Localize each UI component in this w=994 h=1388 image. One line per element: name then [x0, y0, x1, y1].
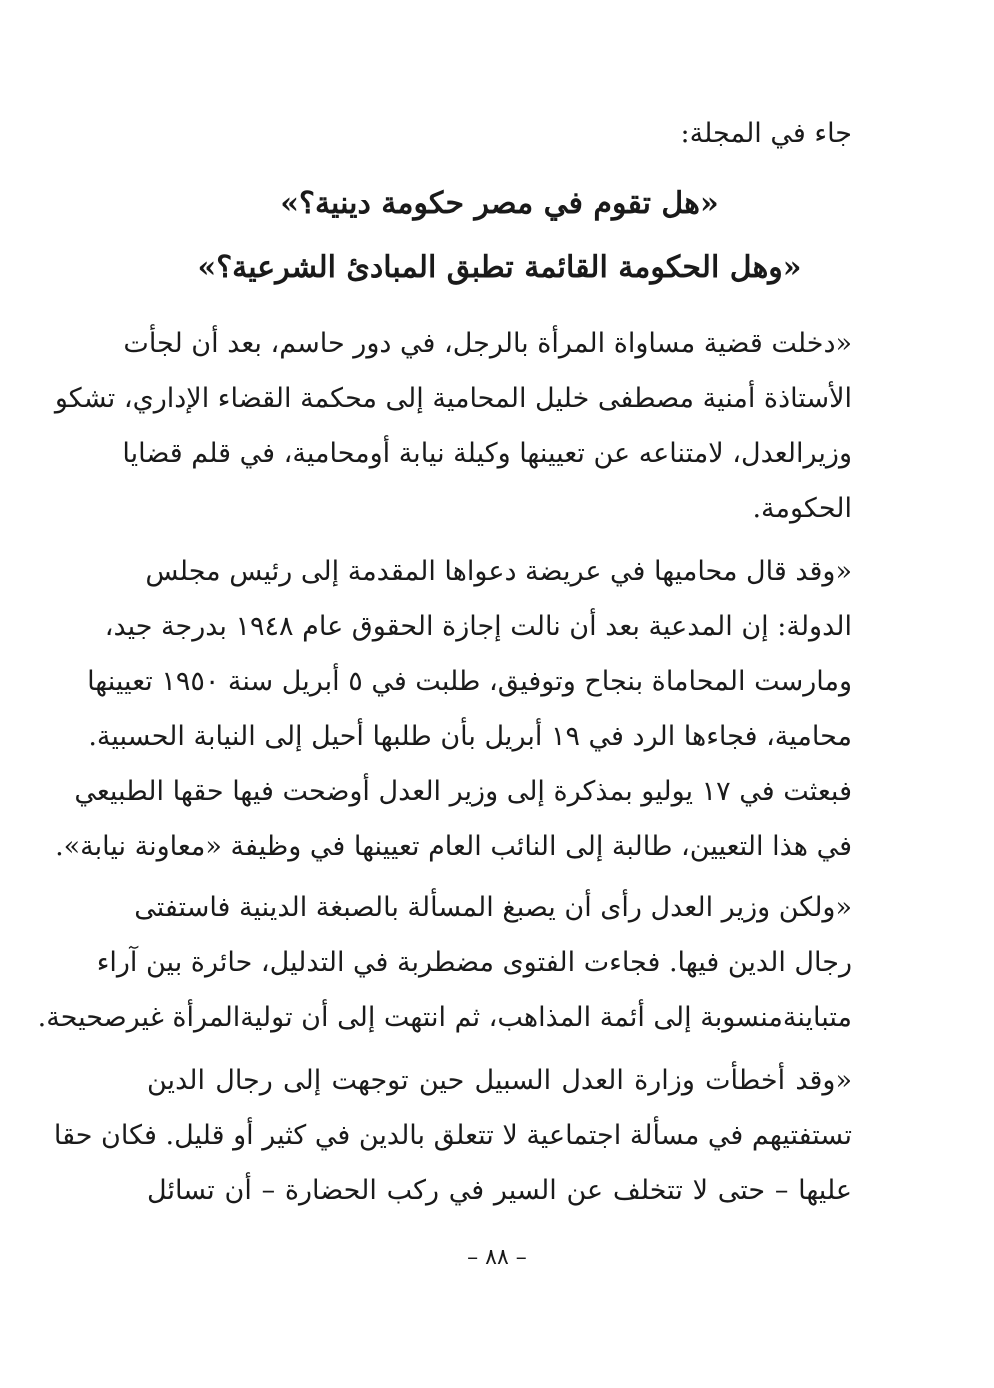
- intro-line: جاء في المجلة:: [680, 118, 852, 149]
- paragraph-3-line-3: متباينةمنسوبة إلى أئمة المذاهب، ثم انتهت إلى أن توليةالمرأة غيرصحيحة.: [37, 1002, 852, 1033]
- paragraph-2-line-5: فبعثت في ١٧ يوليو بمذكرة إلى وزير العدل أوضحت فيها حقها الطبيعي: [74, 776, 852, 807]
- paragraph-3-line-1: «ولكن وزير العدل رأى أن يصبغ المسألة بالصبغة الدينية فاستفتى: [134, 892, 852, 923]
- page-number: – ٨٨ –: [467, 1245, 527, 1270]
- paragraph-2-line-3: ومارست المحاماة بنجاح وتوفيق، طلبت في ٥ أبريل سنة ١٩٥٠ تعيينها: [87, 666, 852, 697]
- paragraph-1-line-2: الأستاذة أمنية مصطفى خليل المحامية إلى محكمة القضاء الإداري، تشكو: [54, 383, 852, 414]
- paragraph-3-line-2: رجال الدين فيها. فجاءت الفتوى مضطربة في التدليل، حائرة بين آراء: [96, 947, 852, 978]
- paragraph-1-line-1: «دخلت قضية مساواة المرأة بالرجل، في دور حاسم، بعد أن لجأت: [123, 328, 852, 359]
- headline-1: «هل تقوم في مصر حكومة دينية؟»: [280, 186, 719, 221]
- paragraph-2-line-6: في هذا التعيين، طالبة إلى النائب العام تعيينها في وظيفة «معاونة نيابة».: [55, 831, 852, 862]
- paragraph-4-line-1: «وقد أخطأت وزارة العدل السبيل حين توجهت إلى رجال الدين: [147, 1065, 852, 1096]
- headline-2: «وهل الحكومة القائمة تطبق المبادئ الشرعية؟»: [197, 250, 802, 285]
- paragraph-2-line-1: «وقد قال محاميها في عريضة دعواها المقدمة إلى رئيس مجلس: [145, 556, 852, 587]
- paragraph-4-line-3: عليها – حتى لا تتخلف عن السير في ركب الحضارة – أن تسائل: [147, 1175, 852, 1206]
- paragraph-2-line-2: الدولة: إن المدعية بعد أن نالت إجازة الحقوق عام ١٩٤٨ بدرجة جيد،: [104, 611, 852, 642]
- paragraph-4-line-2: تستفتيهم في مسألة اجتماعية لا تتعلق بالدين في كثير أو قليل. فكان حقا: [53, 1120, 852, 1151]
- paragraph-1-line-3: وزيرالعدل، لامتناعه عن تعيينها وكيلة نيابة أومحامية، في قلم قضايا: [122, 438, 852, 469]
- paragraph-1-line-4: الحكومة.: [752, 493, 852, 524]
- paragraph-2-line-4: محامية، فجاءها الرد في ١٩ أبريل بأن طلبها أحيل إلى النيابة الحسبية.: [88, 721, 852, 752]
